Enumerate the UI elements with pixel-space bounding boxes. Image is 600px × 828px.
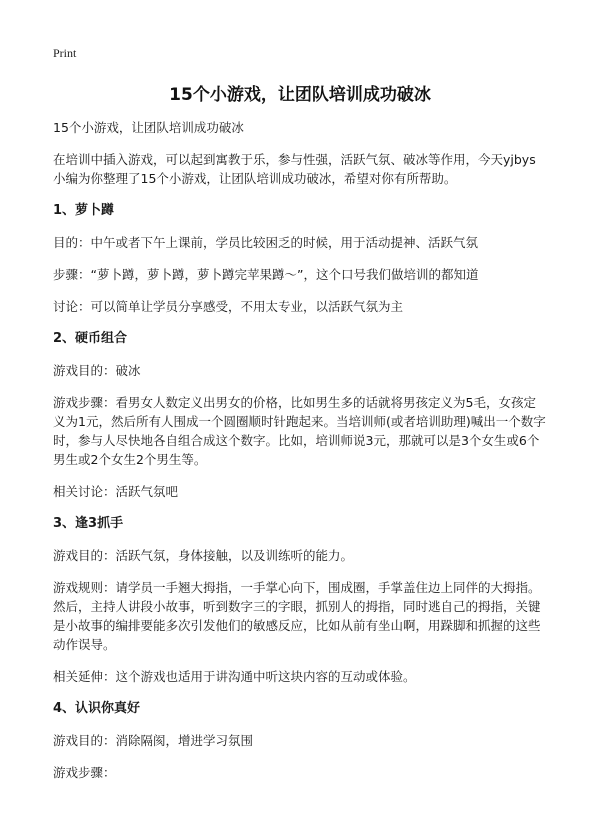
paragraph: 游戏步骤： [53,765,116,780]
section-heading: 2、硬币组合 [53,331,128,346]
document-title: 15个小游戏，让团队培训成功破冰 [169,85,431,105]
paragraph: 相关讨论：活跃气氛吧 [53,484,179,499]
print-link[interactable]: Print [53,46,77,60]
section-heading: 3、逢3抓手 [53,516,124,531]
paragraph: 游戏规则：请学员一手翘大拇指，一手掌心向下，围成圈，手掌盖住边上同伴的大拇指。然后，主持人讲段小故事，听到数字三的字眼，抓别人的拇指，同时逃自己的拇指，关键是小故事的编排要能多次引发他们的敏感反应，比如从前有坐山啊，用跺脚和抓握的这些动作误导。 [53,580,541,652]
paragraph: 游戏目的：破冰 [53,363,141,378]
paragraph: 目的：中午或者下午上课前，学员比较困乏的时候，用于活动提神、活跃气氛 [53,235,479,250]
paragraph: 游戏目的：活跃气氛，身体接触，以及训练听的能力。 [53,548,354,563]
paragraph: 相关延伸：这个游戏也适用于讲沟通中听这块内容的互动或体验。 [53,669,416,684]
document-body [53,118,548,795]
paragraph: 讨论：可以简单让学员分享感受，不用太专业，以活跃气氛为主 [53,299,404,314]
section-heading: 4、认识你真好 [53,701,141,716]
section-heading: 1、萝卜蹲 [53,203,115,218]
paragraph: 游戏目的：消除隔阂，增进学习氛围 [53,733,254,748]
document-subtitle: 15个小游戏，让团队培训成功破冰 [53,120,244,135]
paragraph: 步骤：“萝卜蹲，萝卜蹲，萝卜蹲完苹果蹲～”，这个口号我们做培训的都知道 [53,267,479,282]
intro-paragraph: 在培训中插入游戏，可以起到寓教于乐，参与性强，活跃气氛、破冰等作用，今天yjbys小编为你整理了15个小游戏，让团队培训成功破冰，希望对你有所帮助。 [53,152,536,186]
paragraph: 游戏步骤：看男女人数定义出男女的价格，比如男生多的话就将男孩定义为5毛，女孩定义为1元，然后所有人围成一个圆圈顺时针跑起来。当培训师(或者培训助理)喊出一个数字时，参与人尽快地各自组合成这个数字。比如，培训师说3元，那就可以是3个女生或6个男生或2个女生2个男生等。 [53,395,546,467]
